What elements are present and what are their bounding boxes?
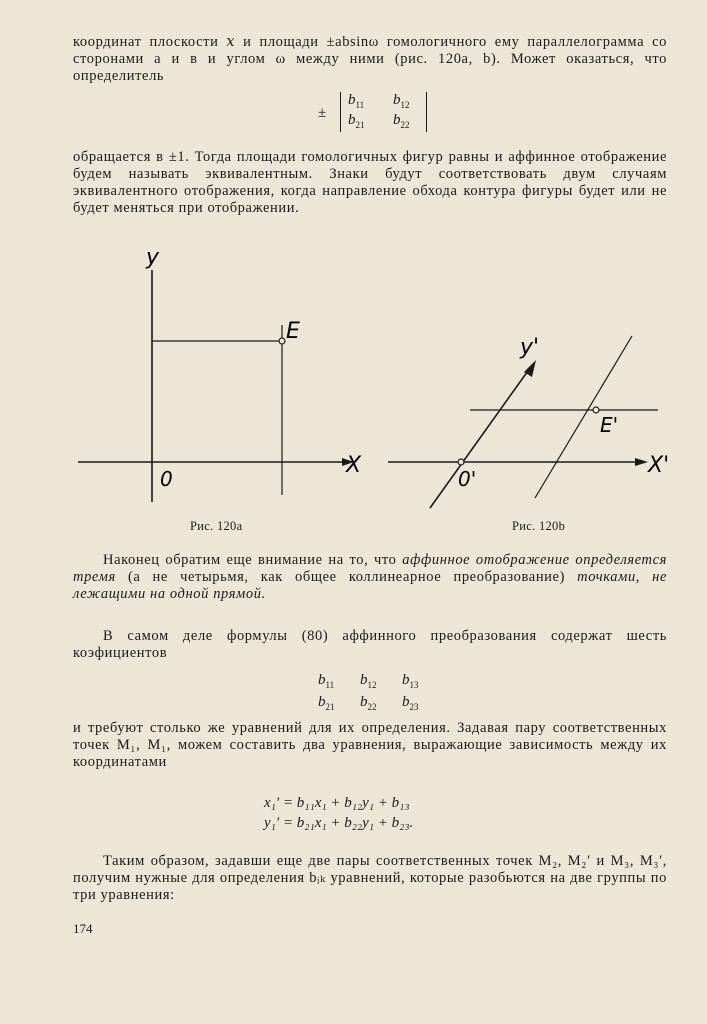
point-e-a [279, 338, 285, 344]
coef-b21: $b_{21}$ [318, 694, 335, 712]
coef-b12: $b_{12}$ [360, 672, 377, 690]
equation-2: y₁′ = b₂₁x₁ + b₂₂y₁ + b₂₃. [264, 815, 414, 831]
e-label-b: E' [600, 413, 619, 437]
page-number: 174 [73, 921, 93, 936]
y-label-b: y' [520, 335, 540, 360]
paragraph-1-text: координат плоскости 𝑥 и площади ±absinω гомологичного ему параллелограмма со сторонами a и в и углом ω между ними (рис. 120a, b). Может оказаться, что определитель [73, 34, 667, 84]
determinant-sign: ± [318, 105, 327, 121]
det-b21: $b_{21}$ [348, 112, 365, 130]
figure-120a [70, 240, 370, 510]
x-arrow-b [635, 458, 648, 466]
x-label-b: X' [648, 453, 670, 478]
equation-1: x₁′ = b₁₁x₁ + b₁₂y₁ + b₁₃ [264, 795, 410, 811]
point-e-b [593, 407, 599, 413]
paragraph-6 [73, 853, 667, 904]
caption-120a: Рис. 120а [190, 519, 243, 533]
paragraph-3 [73, 552, 667, 603]
emphasis-affine: аффинное отображение определяется тремя [73, 552, 668, 585]
x-label-a: X [346, 453, 362, 478]
figure-120b [380, 328, 690, 518]
paragraph-4-text: В самом деле формулы (80) аффинного преобразования содержат шесть коэфициентов [73, 628, 667, 661]
det-b12: $b_{12}$ [393, 92, 410, 110]
determinant-left-bar [340, 92, 341, 132]
coef-b11: $b_{11}$ [318, 672, 335, 690]
paragraph-5-text: и требуют столько же уравнений для их определения. Задавая пару соответственных точек M₁, M₁, можем составить два уравнения, выражающие зависимость между их координатами [73, 720, 667, 770]
det-b11: $b_{11}$ [348, 92, 365, 110]
paragraph-3-text: Наконец обратим еще внимание на то, что аффинное отображение определяется тремя (а не четырьмя, как общее коллинеарное преобразование) точками, не лежащими на одной прямой. [73, 552, 668, 602]
y-axis-b [430, 368, 530, 508]
paragraph-1 [73, 34, 667, 85]
paragraph-4 [73, 628, 667, 662]
point-o-b [458, 459, 464, 465]
determinant [318, 92, 438, 136]
o-label-b: 0' [458, 467, 477, 491]
paragraph-5 [73, 720, 667, 771]
equations [264, 795, 413, 835]
det-b22: $b_{22}$ [393, 112, 410, 130]
coef-b22: $b_{22}$ [360, 694, 377, 712]
paragraph-6-text: Таким образом, задавши еще две пары соответственных точек M₂, M₂′ и M₃, M₃′, получим нужные для определения bᵢₖ уравнений, которые разобьются на две группы по три уравнения: [73, 853, 667, 903]
caption-120b: Рис. 120b [512, 519, 566, 533]
e-label-a: E [286, 319, 300, 344]
coef-b23: $b_{23}$ [402, 694, 419, 712]
coefficient-matrix [318, 672, 438, 716]
paragraph-2 [73, 149, 667, 217]
emphasis-points: точками, не лежащими на одной прямой. [73, 569, 667, 602]
y-label-a: y [146, 245, 160, 270]
paragraph-2-text: обращается в ±1. Тогда площади гомологичных фигур равны и аффинное отображение будем называть эквивалентным. Знаки будут соответствовать двум случаям эквивалентного отображения, когда направление обхода контура фигуры будет или не будет меняться при отображении. [73, 149, 667, 216]
coef-b13: $b_{13}$ [402, 672, 419, 690]
coef-row-1 [318, 672, 438, 694]
determinant-right-bar [426, 92, 427, 132]
o-label-a: 0 [160, 467, 173, 491]
coef-row-2 [318, 694, 438, 716]
